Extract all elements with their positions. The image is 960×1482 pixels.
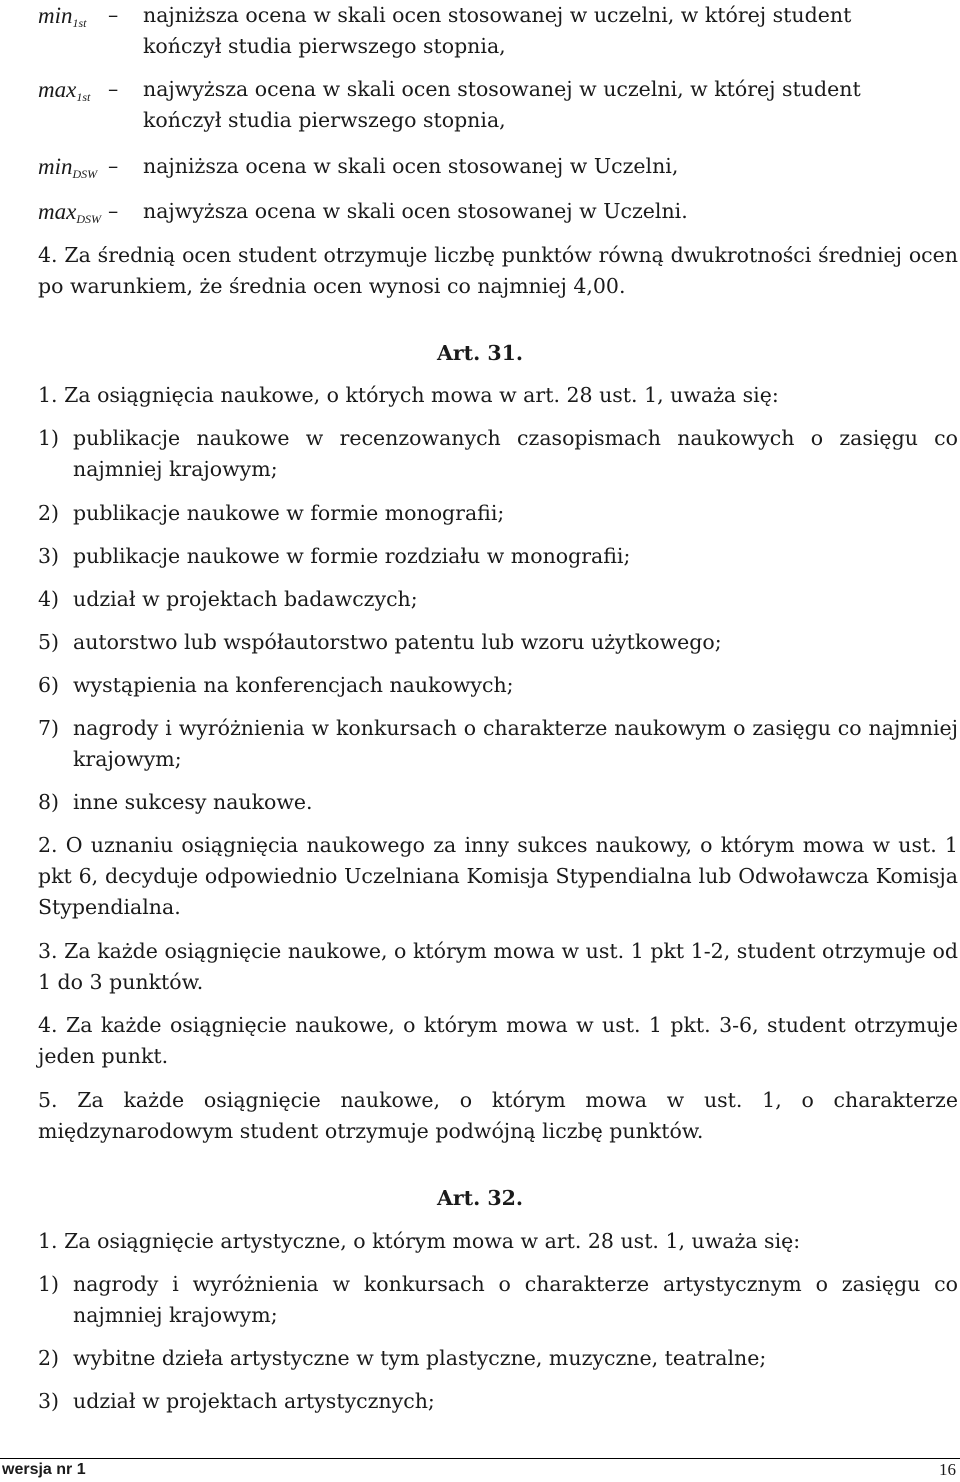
item-number: 2) [38, 501, 60, 525]
paragraph-text: Za średnią ocen student otrzymuje liczbę punktów równą dwukrotności średniej ocen po warunkiem, że średnia ocen wynosi co najmniej 4,00. [38, 243, 958, 298]
item-number: 6) [38, 673, 60, 697]
list-item [38, 1343, 958, 1374]
footer-version: wersja nr 1 [2, 1461, 86, 1478]
item-number: 7) [38, 716, 60, 740]
item-text: publikacje naukowe w formie monografii; [73, 501, 505, 525]
definition-text: kończył studia pierwszego stopnia, [143, 34, 506, 58]
symbol: min [38, 154, 73, 179]
paragraph-text: Za każde osiągnięcie naukowe, o którym mowa w ust. 1 pkt. 3-6, student otrzymuje jeden punkt. [38, 1013, 958, 1068]
paragraph-text: Za każde osiągnięcie naukowe, o którym mowa w ust. 1, o charakterze międzynarodowym student otrzymuje podwójną liczbę punktów. [38, 1088, 958, 1143]
list-item [38, 787, 958, 818]
list-item [38, 498, 958, 529]
symbol-subscript: DSW [76, 212, 101, 226]
paragraph-number: 4. [38, 243, 58, 267]
symbol: max [38, 199, 77, 224]
item-number: 1) [38, 426, 60, 450]
item-number: 3) [38, 544, 60, 568]
paragraph-text: O uznaniu osiągnięcia naukowego za inny sukces naukowy, o którym mowa w ust. 1 pkt 6, decyduje odpowiednio Uczelniana Komisja Stypendialna lub Odwoławcza Komisja Stypendialna. [38, 833, 958, 919]
definition-text: kończył studia pierwszego stopnia, [143, 108, 506, 132]
article-31-paragraph-3 [38, 936, 958, 998]
dash: – [108, 199, 119, 223]
paragraph-text: Za każde osiągnięcie naukowe, o którym mowa w ust. 1 pkt 1-2, student otrzymuje od 1 do 3 punktów. [38, 939, 958, 994]
list-item [38, 584, 958, 615]
item-text: wystąpienia na konferencjach naukowych; [73, 673, 514, 697]
definition-max-dsw [38, 196, 960, 227]
dash: – [108, 3, 119, 27]
list-item [38, 627, 958, 658]
symbol-subscript: DSW [72, 167, 98, 181]
list-item [38, 1386, 958, 1417]
item-text: inne sukcesy naukowe. [73, 790, 313, 814]
page-number: 16 [939, 1460, 956, 1479]
item-text: publikacje naukowe w formie rozdziału w monografii; [73, 544, 631, 568]
item-number: 8) [38, 790, 60, 814]
list-item [38, 1269, 958, 1331]
paragraph-number: 1. [38, 383, 58, 407]
item-number: 1) [38, 1272, 60, 1296]
item-text: nagrody i wyróżnienia w konkursach o charakterze naukowym o zasięgu co najmniej krajowym; [73, 716, 958, 771]
item-number: 3) [38, 1389, 60, 1413]
paragraph-number: 3. [38, 939, 58, 963]
article-32-heading: Art. 32. [436, 1186, 524, 1210]
item-number: 5) [38, 630, 60, 654]
item-number: 2) [38, 1346, 60, 1370]
article-31-intro [38, 380, 958, 411]
footer-divider [0, 1458, 960, 1459]
paragraph-number: 1. [38, 1229, 58, 1253]
definition-text: najwyższa ocena w skali ocen stosowanej w Uczelni. [143, 199, 688, 223]
paragraph-4 [38, 240, 958, 302]
paragraph-text: Za osiągnięcia naukowe, o których mowa w art. 28 ust. 1, uważa się: [64, 383, 779, 407]
dash: – [108, 154, 119, 178]
definition-text: najniższa ocena w skali ocen stosowanej w Uczelni, [143, 154, 679, 178]
item-text: autorstwo lub współautorstwo patentu lub wzoru użytkowego; [73, 630, 722, 654]
paragraph-number: 5. [38, 1088, 58, 1112]
list-item [38, 670, 958, 701]
item-text: udział w projektach artystycznych; [73, 1389, 435, 1413]
article-31-heading: Art. 31. [436, 341, 524, 365]
article-32-intro [38, 1226, 958, 1257]
item-text: udział w projektach badawczych; [73, 587, 418, 611]
paragraph-number: 2. [38, 833, 58, 857]
item-text: nagrody i wyróżnienia w konkursach o charakterze artystycznym o zasięgu co najmniej krajowym; [73, 1272, 958, 1327]
item-text: publikacje naukowe w recenzowanych czasopismach naukowych o zasięgu co najmniej krajowym; [73, 426, 958, 481]
item-number: 4) [38, 587, 60, 611]
symbol: max [38, 77, 77, 102]
item-text: wybitne dzieła artystyczne w tym plastyczne, muzyczne, teatralne; [73, 1346, 767, 1370]
article-31-paragraph-5 [38, 1085, 958, 1147]
definition-max-1st [38, 74, 960, 136]
list-item [38, 423, 958, 485]
paragraph-number: 4. [38, 1013, 58, 1037]
symbol: min [38, 3, 73, 28]
paragraph-text: Za osiągnięcie artystyczne, o którym mowa w art. 28 ust. 1, uważa się: [64, 1229, 801, 1253]
list-item [38, 713, 958, 775]
dash: – [108, 77, 119, 101]
definition-text: najwyższa ocena w skali ocen stosowanej w uczelni, w której student [143, 77, 861, 101]
definition-min-dsw [38, 151, 960, 182]
article-31-paragraph-4 [38, 1010, 958, 1072]
list-item [38, 541, 958, 572]
symbol-subscript: 1st [76, 90, 91, 104]
definition-min-1st [38, 0, 960, 62]
symbol-subscript: 1st [72, 16, 87, 30]
definition-text: najniższa ocena w skali ocen stosowanej w uczelni, w której student [143, 3, 852, 27]
article-31-paragraph-2 [38, 830, 958, 923]
